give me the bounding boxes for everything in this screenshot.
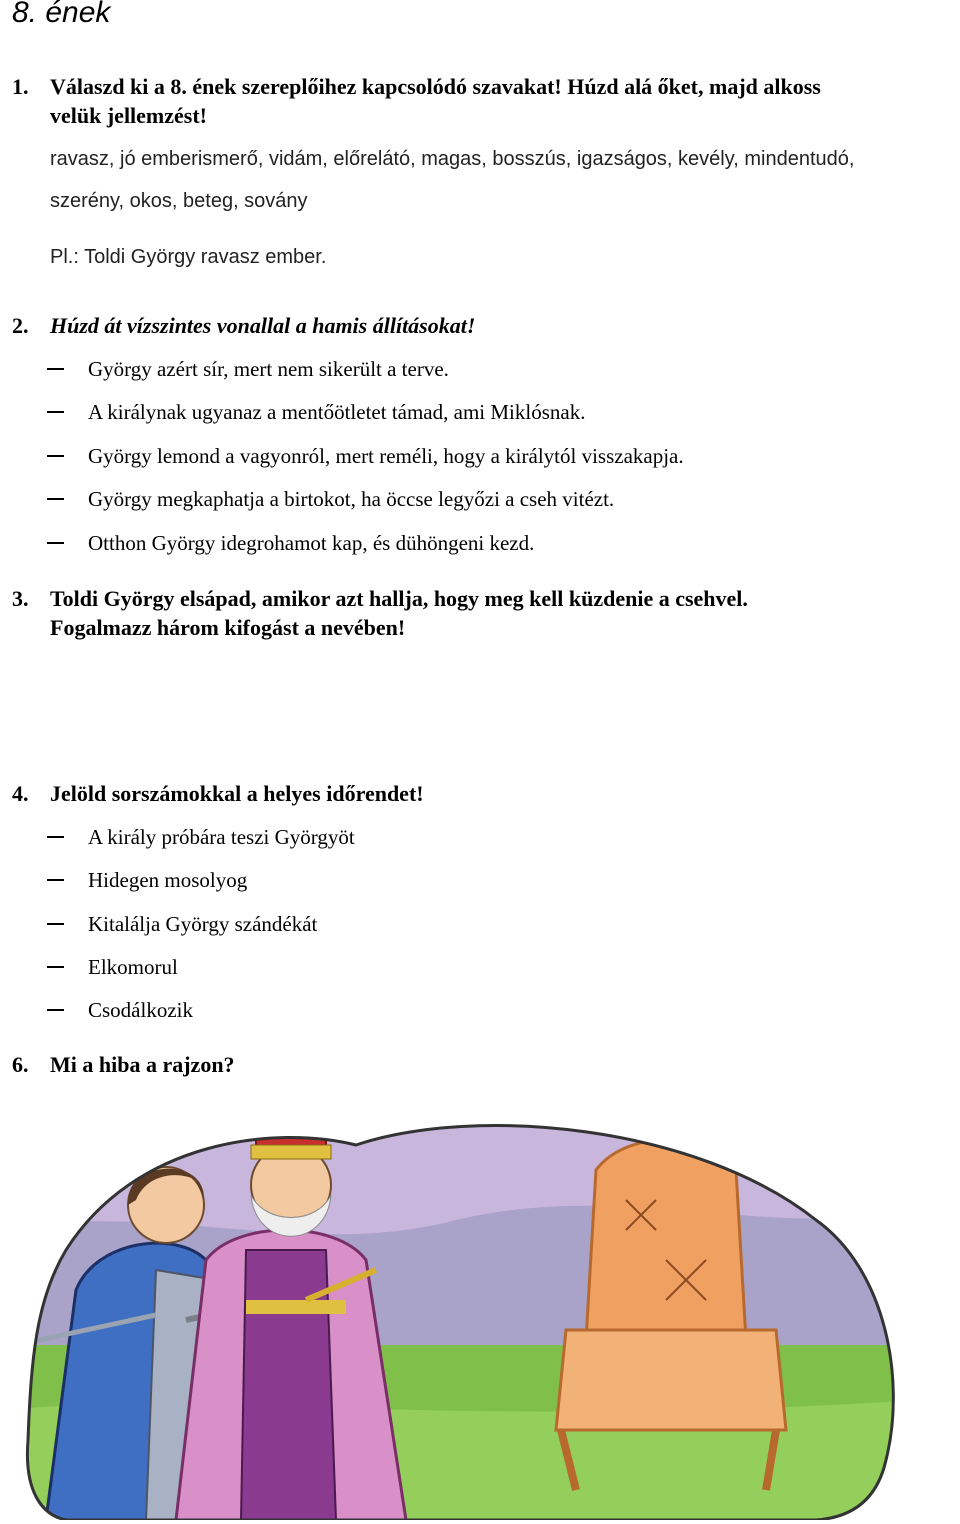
q2-number: 2. [12, 313, 29, 338]
q3-instruction-line2: Fogalmazz három kifogást a nevében! [50, 615, 406, 640]
q1-word-list-line2: szerény, okos, beteg, sovány [50, 190, 308, 212]
q2-statement-1: György azért sír, mert nem sikerült a terve. [88, 357, 449, 381]
q1-word-list-line1: ravasz, jó emberismerő, vidám, előrelátó, magas, bosszús, igazságos, kevély, mindentudó, [50, 148, 855, 170]
q2-dash-5 [47, 542, 64, 544]
q4-event-2: Hidegen mosolyog [88, 868, 248, 892]
q3-instruction-line1: Toldi György elsápad, amikor azt hallja, hogy meg kell küzdenie a csehvel. [50, 586, 748, 611]
q1-instruction-line2: velük jellemzést! [50, 103, 207, 128]
q2-dash-2 [47, 411, 64, 413]
q1-number: 1. [12, 74, 29, 99]
q4-instruction: Jelöld sorszámokkal a helyes időrendet! [50, 781, 424, 806]
q4-event-4: Elkomorul [88, 955, 178, 979]
q3-number: 3. [12, 586, 29, 611]
q2-dash-3 [47, 455, 64, 457]
q4-event-5: Csodálkozik [88, 998, 193, 1022]
q4-dash-4 [47, 966, 64, 968]
q2-statement-5: Otthon György idegrohamot kap, és dühöngeni kezd. [88, 531, 535, 555]
q1-example: Pl.: Toldi György ravasz ember. [50, 246, 327, 268]
q2-dash-4 [47, 498, 64, 500]
q4-dash-1 [47, 836, 64, 838]
q2-statement-4: György megkaphatja a birtokot, ha öccse legyőzi a cseh vitézt. [88, 487, 615, 511]
q6-instruction: Mi a hiba a rajzon? [50, 1052, 235, 1077]
q2-statement-3: György lemond a vagyonról, mert reméli, hogy a királytól visszakapja. [88, 444, 684, 468]
q2-dash-1 [47, 368, 64, 370]
q4-dash-5 [47, 1009, 64, 1011]
q4-dash-2 [47, 879, 64, 881]
illustration-king-and-knight [6, 1110, 918, 1520]
q4-event-1: A király próbára teszi Györgyöt [88, 825, 355, 849]
q4-dash-3 [47, 923, 64, 925]
q4-number: 4. [12, 781, 29, 806]
page-title: 8. ének [12, 0, 111, 29]
q4-event-3: Kitalálja György szándékát [88, 912, 318, 936]
q2-statement-2: A királynak ugyanaz a mentőötletet támad, ami Miklósnak. [88, 400, 586, 424]
q6-number: 6. [12, 1052, 29, 1077]
q1-instruction-line1: Válaszd ki a 8. ének szereplőihez kapcsolódó szavakat! Húzd alá őket, majd alkoss [50, 74, 821, 99]
q2-instruction: Húzd át vízszintes vonallal a hamis állításokat! [50, 313, 476, 338]
